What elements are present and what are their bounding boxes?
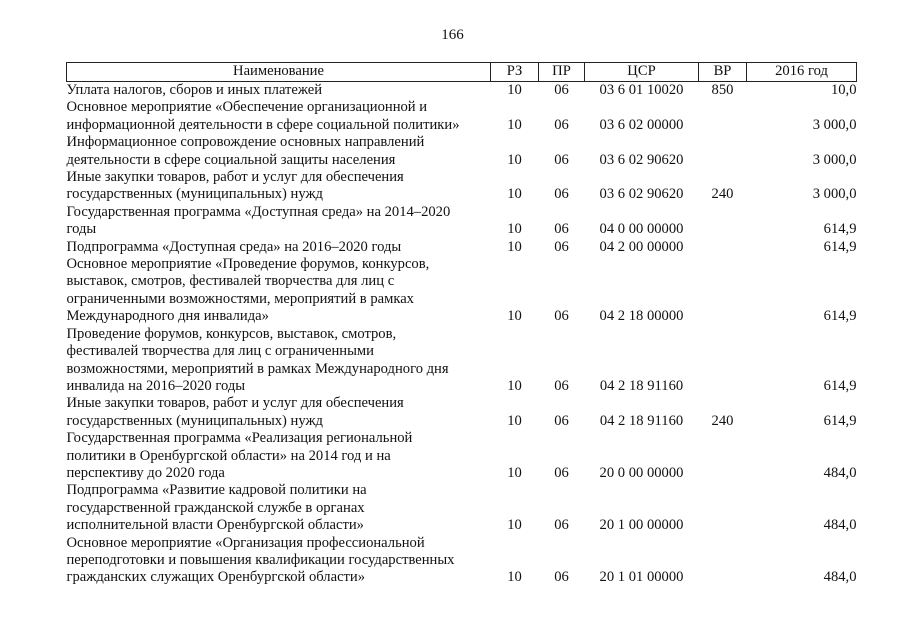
- row-name-line: Подпрограмма «Развитие кадровой политики на: [66, 482, 367, 499]
- row-rz-cell: 10: [507, 464, 522, 481]
- table-row: [67, 535, 857, 587]
- table-row: [67, 82, 857, 100]
- row-name-cell: [67, 256, 491, 326]
- row-amount-cell: 614,9: [823, 377, 857, 394]
- row-amount-cell: 10,0: [830, 82, 857, 98]
- table-header-row: [67, 63, 857, 82]
- row-rz-cell: 10: [507, 308, 522, 325]
- row-amount-cell: 3 000,0: [812, 186, 857, 203]
- row-pr-cell: 06: [554, 186, 569, 203]
- row-name-line: политики в Оренбургской области» на 2014 год и на: [66, 447, 391, 464]
- row-pr-cell: 06: [554, 221, 569, 238]
- row-name-cell: [67, 99, 491, 134]
- row-vr-cell: [699, 134, 747, 169]
- row-amount-cell: 484,0: [823, 517, 857, 534]
- row-csr-cell: 20 1 00 00000: [599, 517, 684, 534]
- table-row: [67, 239, 857, 256]
- row-name-line: государственных (муниципальных) нужд: [66, 186, 323, 203]
- row-name-line: государственной гражданской службе в органах: [66, 499, 365, 516]
- row-pr-cell: 06: [554, 116, 569, 133]
- row-vr-cell: [699, 99, 747, 134]
- row-pr-cell: 06: [554, 569, 569, 586]
- table-row: [67, 169, 857, 204]
- row-amount-cell: 614,9: [823, 412, 857, 429]
- row-name-cell: [67, 535, 491, 587]
- row-name-cell: [67, 239, 491, 256]
- row-name-line: фестивалей творчества для лиц с ограниченными: [66, 343, 374, 360]
- table-row: [67, 256, 857, 326]
- row-amount-cell: 484,0: [823, 569, 857, 586]
- row-csr-cell: 03 6 02 90620: [599, 151, 684, 168]
- row-name-line: гражданских служащих Оренбургской области»: [66, 569, 366, 586]
- table-row: [67, 204, 857, 239]
- row-pr-cell: 06: [554, 517, 569, 534]
- row-name-cell: [67, 395, 491, 430]
- row-rz-cell: 10: [507, 377, 522, 394]
- row-name-line: возможностями, мероприятий в рамках Международного дня: [66, 360, 449, 377]
- row-vr-cell: [699, 482, 747, 534]
- row-pr-cell: 06: [554, 377, 569, 394]
- table-row: [67, 326, 857, 396]
- row-name-line: Иные закупки товаров, работ и услуг для обеспечения: [66, 169, 404, 186]
- row-name-line: перспективу до 2020 года: [66, 464, 225, 481]
- row-rz-cell: 10: [507, 151, 522, 168]
- row-name-line: годы: [66, 221, 97, 238]
- row-name-line: Государственная программа «Доступная среда» на 2014–2020: [66, 203, 451, 220]
- table-body: [67, 82, 857, 587]
- row-amount-cell: 614,9: [823, 221, 857, 238]
- row-vr-cell: [699, 239, 747, 256]
- row-name-line: исполнительной власти Оренбургской области»: [66, 517, 364, 534]
- row-name-line: деятельности в сфере социальной защиты населения: [66, 151, 396, 168]
- row-csr-cell: 03 6 02 00000: [599, 116, 684, 133]
- row-vr-cell: 850: [711, 82, 734, 98]
- row-vr-cell: [699, 430, 747, 482]
- header-year: 2016 год: [747, 63, 857, 82]
- row-name-line: государственных (муниципальных) нужд: [66, 412, 323, 429]
- row-pr-cell: 06: [554, 82, 569, 98]
- row-name-cell: [67, 82, 491, 100]
- row-csr-cell: 20 0 00 00000: [599, 464, 684, 481]
- row-amount-cell: 614,9: [823, 238, 857, 255]
- row-rz-cell: 10: [507, 238, 522, 255]
- row-vr-cell: 240: [711, 186, 734, 203]
- table-row: [67, 482, 857, 534]
- row-name-line: Подпрограмма «Доступная среда» на 2016–2020 годы: [66, 238, 402, 255]
- row-name-line: Проведение форумов, конкурсов, выставок, смотров,: [66, 325, 397, 342]
- row-csr-cell: 03 6 02 90620: [599, 186, 684, 203]
- table-row: [67, 134, 857, 169]
- row-rz-cell: 10: [507, 517, 522, 534]
- row-csr-cell: 04 2 18 91160: [599, 412, 684, 429]
- row-rz-cell: 10: [507, 412, 522, 429]
- row-name-line: Информационное сопровождение основных направлений: [66, 134, 425, 151]
- row-vr-cell: 240: [711, 412, 734, 429]
- row-pr-cell: 06: [554, 151, 569, 168]
- row-name-line: Основное мероприятие «Организация профессиональной: [66, 534, 425, 551]
- row-pr-cell: 06: [554, 464, 569, 481]
- row-csr-cell: 20 1 01 00000: [599, 569, 684, 586]
- row-rz-cell: 10: [507, 221, 522, 238]
- row-vr-cell: [699, 256, 747, 326]
- row-name-line: Иные закупки товаров, работ и услуг для обеспечения: [66, 395, 404, 412]
- row-name-line: Государственная программа «Реализация региональной: [66, 430, 413, 447]
- row-rz-cell: 10: [507, 186, 522, 203]
- row-name-line: Основное мероприятие «Обеспечение организационной и: [66, 99, 428, 116]
- row-pr-cell: 06: [554, 412, 569, 429]
- row-amount-cell: 3 000,0: [812, 116, 857, 133]
- row-vr-cell: [699, 326, 747, 396]
- row-name-line: Международного дня инвалида»: [66, 308, 269, 325]
- row-amount-cell: 614,9: [823, 308, 857, 325]
- table-row: [67, 99, 857, 134]
- row-name-line: выставок, смотров, фестивалей творчества для лиц с: [66, 273, 395, 290]
- row-vr-cell: [699, 535, 747, 587]
- row-rz-cell: 10: [507, 116, 522, 133]
- row-csr-cell: 04 2 18 91160: [599, 377, 684, 394]
- row-name-cell: [67, 430, 491, 482]
- row-name-line: переподготовки и повышения квалификации государственных: [66, 551, 455, 568]
- header-rz: РЗ: [491, 63, 539, 82]
- row-csr-cell: 04 2 18 00000: [599, 308, 684, 325]
- header-vr: ВР: [699, 63, 747, 82]
- budget-table: [66, 62, 857, 587]
- row-rz-cell: 10: [507, 82, 522, 98]
- header-pr: ПР: [539, 63, 585, 82]
- table-row: [67, 395, 857, 430]
- row-csr-cell: 04 2 00 00000: [599, 238, 684, 255]
- row-pr-cell: 06: [554, 238, 569, 255]
- row-name-line: инвалида на 2016–2020 годы: [66, 377, 246, 394]
- row-name-cell: [67, 169, 491, 204]
- row-name-line: Уплата налогов, сборов и иных платежей: [66, 82, 323, 98]
- row-vr-cell: [699, 204, 747, 239]
- row-amount-cell: 484,0: [823, 464, 857, 481]
- row-name-cell: [67, 134, 491, 169]
- row-name-line: ограниченными возможностями, мероприятий в рамках: [66, 290, 414, 307]
- header-csr: ЦСР: [585, 63, 699, 82]
- page-number: 166: [441, 27, 464, 43]
- row-csr-cell: 04 0 00 00000: [599, 221, 684, 238]
- table-row: [67, 430, 857, 482]
- row-name-cell: [67, 482, 491, 534]
- header-name: Наименование: [67, 63, 491, 82]
- row-pr-cell: 06: [554, 308, 569, 325]
- row-name-cell: [67, 326, 491, 396]
- row-name-cell: [67, 204, 491, 239]
- row-name-line: информационной деятельности в сфере социальной политики»: [66, 116, 460, 133]
- row-csr-cell: 03 6 01 10020: [599, 82, 684, 98]
- row-rz-cell: 10: [507, 569, 522, 586]
- row-name-line: Основное мероприятие «Проведение форумов, конкурсов,: [66, 256, 430, 273]
- row-amount-cell: 3 000,0: [812, 151, 857, 168]
